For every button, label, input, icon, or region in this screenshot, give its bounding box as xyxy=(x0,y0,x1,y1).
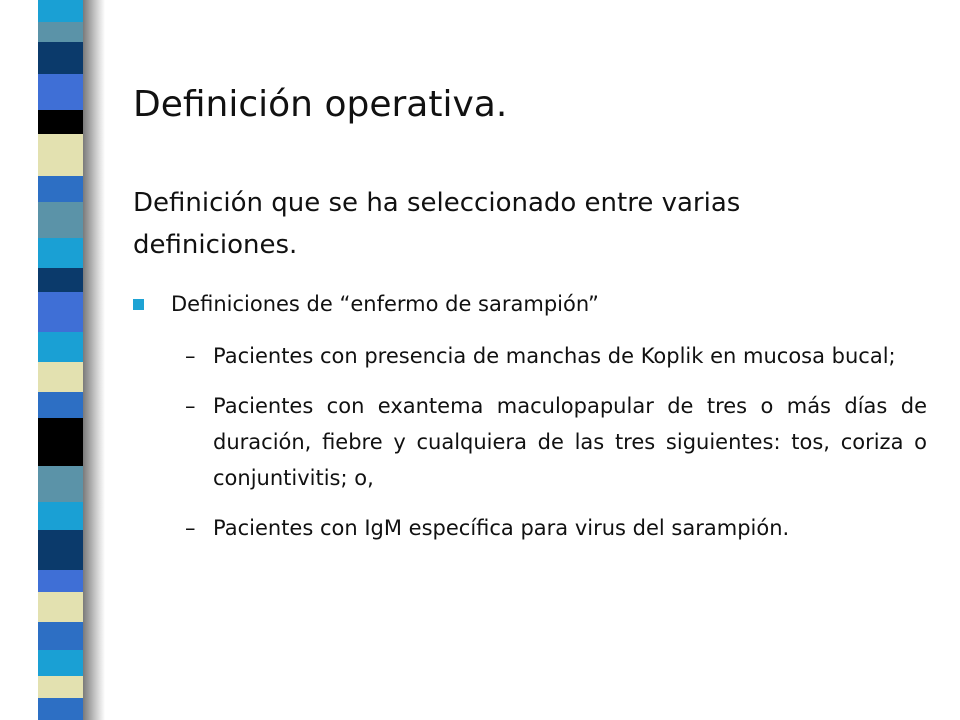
sub-item-text: Pacientes con presencia de manchas de Koplik en mucosa bucal; xyxy=(213,344,896,368)
lead-paragraph: Definición que se ha seleccionado entre varias definiciones. xyxy=(133,188,741,260)
square-bullet-icon xyxy=(133,299,144,310)
decorative-strip xyxy=(38,0,83,720)
sub-item-list xyxy=(185,338,927,560)
bullet-item xyxy=(133,292,599,316)
sub-item-text: Pacientes con IgM específica para virus del sarampión. xyxy=(213,516,790,540)
sub-item xyxy=(185,510,927,546)
slide-title: Definición operativa. xyxy=(133,84,508,125)
sub-item-text: Pacientes con exantema maculopapular de tres o más días de duración, fiebre y cualquiera de las tres siguientes: tos, coriza o conjuntivitis; o, xyxy=(213,394,927,490)
dash-marker: – xyxy=(185,394,196,418)
strip-shadow xyxy=(83,0,105,720)
bullet-text: Definiciones de “enfermo de sarampión” xyxy=(171,292,599,316)
sub-item xyxy=(185,338,927,374)
dash-marker: – xyxy=(185,516,196,540)
dash-marker: – xyxy=(185,344,196,368)
sub-item xyxy=(185,388,927,496)
